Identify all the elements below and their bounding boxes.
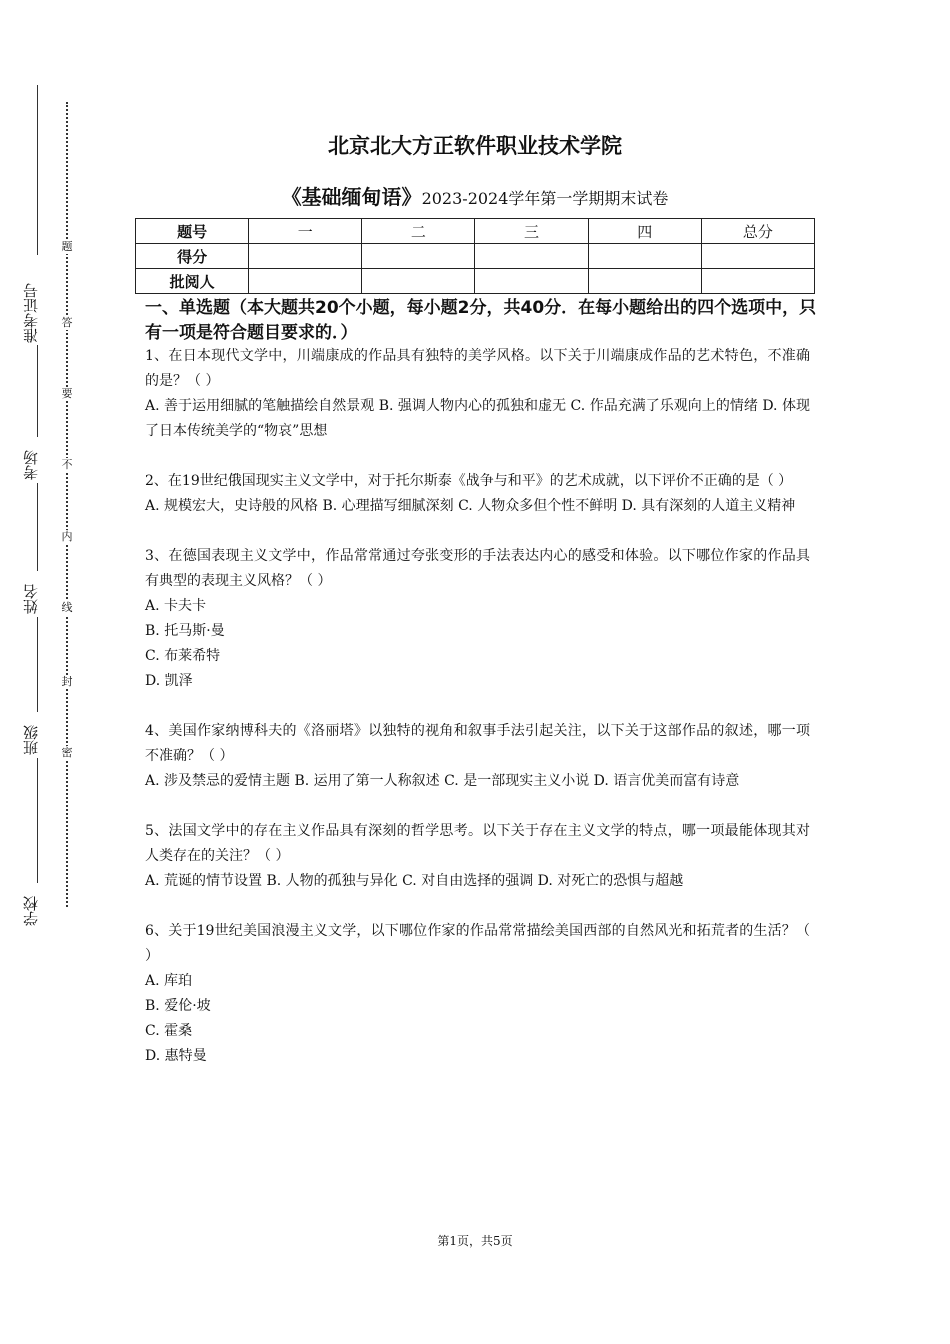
- name-line: [37, 483, 38, 571]
- row-header: 得分: [136, 244, 249, 269]
- column-header: 四: [588, 219, 701, 244]
- exam-id-label: 准考证号: [22, 283, 40, 343]
- option-a: A. 卡夫卡: [145, 598, 207, 614]
- question-options: A. 规模宏大，史诗般的风格 B. 心理描写细腻深刻 C. 人物众多但个性不鲜明 D. 具有深刻的人道主义精神: [145, 498, 796, 514]
- seal-char: 题: [58, 240, 76, 254]
- row-header: 批阅人: [136, 269, 249, 294]
- score-cell: [701, 244, 814, 269]
- term-text: 2023-2024学年第一学期期末试卷: [421, 189, 669, 208]
- seal-char: 答: [58, 316, 76, 330]
- reviewer-row: [136, 269, 815, 294]
- column-header: 总分: [701, 219, 814, 244]
- question-stem: 1、在日本现代文学中，川端康成的作品具有独特的美学风格。以下关于川端康成作品的艺术特色，不准确的是？（ ）: [145, 348, 810, 389]
- seal-char: 内: [58, 530, 76, 544]
- reviewer-cell: [588, 269, 701, 294]
- exam-room-label: 考场: [22, 450, 40, 480]
- school-title: 北京北大方正软件职业技术学院: [328, 134, 622, 158]
- option-d: D. 惠特曼: [145, 1048, 207, 1064]
- seal-char: 封: [58, 675, 76, 689]
- question-options: A. 涉及禁忌的爱情主题 B. 运用了第一人称叙述 C. 是一部现实主义小说 D. 语言优美而富有诗意: [145, 773, 740, 789]
- question-3: [145, 544, 810, 694]
- score-table-header-row: [136, 219, 815, 244]
- question-6: [145, 919, 810, 1069]
- question-stem: 3、在德国表现主义文学中，作品常常通过夸张变形的手法表达内心的感受和体验。以下哪位作家的作品具有典型的表现主义风格？（ ）: [145, 548, 810, 589]
- question-options: A. 善于运用细腻的笔触描绘自然景观 B. 强调人物内心的孤独和虚无 C. 作品充满了乐观向上的情绪 D. 体现了日本传统美学的“物哀”思想: [145, 398, 810, 439]
- question-stem: 5、法国文学中的存在主义作品具有深刻的哲学思考。以下关于存在主义文学的特点，哪一项最能体现其对人类存在的关注？（ ）: [145, 823, 810, 864]
- course-name: 《基础缅甸语》: [281, 185, 422, 209]
- exam-subtitle: [0, 181, 950, 210]
- option-b: B. 托马斯·曼: [145, 623, 225, 639]
- score-table: [135, 218, 815, 294]
- option-b: B. 爱伦·坡: [145, 998, 211, 1014]
- reviewer-cell: [475, 269, 588, 294]
- column-header: 二: [362, 219, 475, 244]
- class-label: 班级: [22, 725, 40, 755]
- question-stem: 2、在19世纪俄国现实主义文学中，对于托尔斯泰《战争与和平》的艺术成就，以下评价不正确的是（ ）: [145, 473, 793, 489]
- question-stem: 6、关于19世纪美国浪漫主义文学，以下哪位作家的作品常常描绘美国西部的自然风光和拓荒者的生活？（ ）: [145, 923, 810, 964]
- question-5: [145, 819, 810, 894]
- section-heading: 一、单选题（本大题共20个小题，每小题2分，共40分．在每小题给出的四个选项中，只有一项是符合题目要求的．）: [145, 298, 817, 343]
- column-header: 题号: [136, 219, 249, 244]
- column-header: 三: [475, 219, 588, 244]
- question-1: [145, 344, 810, 444]
- score-cell: [475, 244, 588, 269]
- seal-char: 线: [58, 601, 76, 615]
- school-line: [37, 758, 38, 883]
- question-list: [145, 344, 810, 1094]
- reviewer-cell: [362, 269, 475, 294]
- question-options: A. 荒诞的情节设置 B. 人物的孤独与异化 C. 对自由选择的强调 D. 对死亡的恐惧与超越: [145, 873, 684, 889]
- question-2: [145, 469, 810, 519]
- reviewer-cell: [249, 269, 362, 294]
- column-header: 一: [249, 219, 362, 244]
- seal-dotted-line: [66, 102, 68, 907]
- question-stem: 4、美国作家纳博科夫的《洛丽塔》以独特的视角和叙事手法引起关注，以下关于这部作品的叙述，哪一项不准确？（ ）: [145, 723, 810, 764]
- seal-char: 密: [58, 746, 76, 760]
- class-line: [37, 617, 38, 712]
- seal-char: 不: [58, 458, 76, 472]
- option-c: C. 霍桑: [145, 1023, 193, 1039]
- option-d: D. 凯泽: [145, 673, 193, 689]
- seal-char: 要: [58, 387, 76, 401]
- score-row: [136, 244, 815, 269]
- score-cell: [362, 244, 475, 269]
- school-label: 学校: [22, 896, 40, 926]
- option-a: A. 库珀: [145, 973, 193, 989]
- name-label: 姓名: [22, 584, 40, 614]
- page-number: 第1页，共5页: [437, 1234, 513, 1248]
- score-cell: [588, 244, 701, 269]
- option-c: C. 布莱希特: [145, 648, 221, 664]
- score-cell: [249, 244, 362, 269]
- id-number-line: [37, 85, 38, 255]
- reviewer-cell: [701, 269, 814, 294]
- question-4: [145, 719, 810, 794]
- exam-room-line: [37, 345, 38, 437]
